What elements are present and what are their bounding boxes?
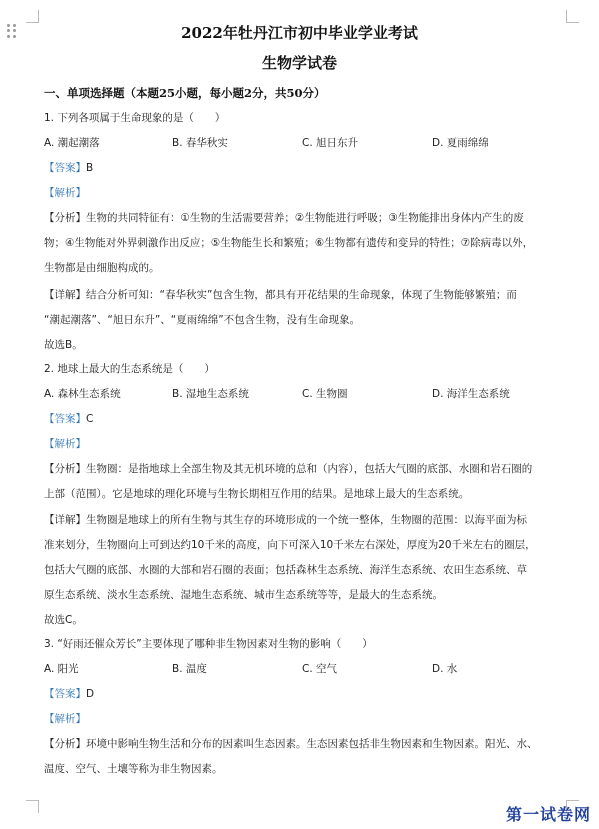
site-watermark: 第一试卷网	[505, 805, 591, 824]
detail-text: 【详解】结合分析可知：“春华秋实”包含生物，都具有开花结果的生命现象，体现了生物能够繁殖；而	[44, 289, 517, 301]
answer-line	[44, 687, 569, 701]
analysis-label: 【解析】	[44, 713, 86, 725]
answer-value: D	[86, 688, 95, 700]
analysis-text: 温度、空气、土壤等称为非生物因素。	[44, 763, 223, 775]
answer-value: B	[86, 162, 94, 174]
option-b: B. 温度	[172, 663, 207, 675]
analysis-text: 【分析】环境中影响生物生活和分布的因素叫生态因素。生态因素包括非生物因素和生物因素。阳光、水、	[44, 738, 538, 750]
option-c: C. 生物圈	[302, 388, 348, 400]
detail-text: 准来划分，生物圈向上可到达约10千米的高度，向下可深入10千米左右深处，厚度为20千米左右的圈层，	[44, 539, 536, 551]
corner-mark-bottom-left	[26, 800, 39, 813]
answer-label: 【答案】	[44, 688, 86, 700]
option-b: B. 湿地生态系统	[172, 388, 249, 400]
analysis-label: 【解析】	[44, 187, 86, 199]
question-stem: 1. 下列各项属于生命现象的是（ ）	[44, 112, 226, 124]
conclusion-text: 故选C。	[44, 614, 83, 626]
detail-text: 【详解】生物圈是地球上的所有生物与其生存的环境形成的一个统一整体，生物圈的范围：以海平面为标	[44, 514, 527, 526]
detail-text: “潮起潮落”、“旭日东升”、“夏雨绵绵”不包含生物，没有生命现象。	[44, 314, 361, 326]
option-b: B. 春华秋实	[172, 137, 228, 149]
option-a: A. 森林生态系统	[44, 388, 121, 400]
option-a: A. 潮起潮落	[44, 137, 100, 149]
question-stem: 2. 地球上最大的生态系统是（ ）	[44, 363, 215, 375]
option-d: D. 水	[432, 663, 458, 675]
page-subtitle: 生物学试卷	[261, 54, 337, 72]
analysis-text: 【分析】生物圈：是指地球上全部生物及其无机环境的总和（内容），包括大气圈的底部、水圈和岩石圈的	[44, 463, 533, 475]
detail-text: 包括大气圈的底部、水圈的大部和岩石圈的表面；包括森林生态系统、海洋生态系统、农田生态系统、草	[44, 564, 527, 576]
conclusion-text: 故选B。	[44, 339, 83, 351]
question-stem: 3. “好雨还催众芳长”主要体现了哪种非生物因素对生物的影响（ ）	[44, 638, 373, 650]
answer-label: 【答案】	[44, 162, 86, 174]
answer-line	[44, 412, 569, 426]
page-title: 2022年牡丹江市初中毕业学业考试	[181, 24, 418, 42]
section-heading: 一、单项选择题（本题25小题，每小题2分，共50分）	[44, 86, 326, 100]
answer-label: 【答案】	[44, 413, 86, 425]
detail-text: 原生态系统、淡水生态系统、湿地生态系统、城市生态系统等等，是最大的生态系统。	[44, 589, 443, 601]
option-d: D. 夏雨绵绵	[432, 137, 489, 149]
analysis-text: 上部（范围）。它是地球的理化环境与生物长期相互作用的结果。是地球上最大的生态系统。	[44, 488, 470, 500]
option-d: D. 海洋生态系统	[432, 388, 510, 400]
analysis-text: 生物都是由细胞构成的。	[44, 262, 160, 274]
answer-line	[44, 161, 569, 175]
analysis-label: 【解析】	[44, 438, 86, 450]
answer-value: C	[86, 413, 94, 425]
option-a: A. 阳光	[44, 663, 79, 675]
option-c: C. 空气	[302, 663, 338, 675]
analysis-text: 物；④生物能对外界刺激作出反应；⑤生物能生长和繁殖；⑥生物都有遗传和变异的特性；⑦除病毒以外，	[44, 237, 534, 249]
option-c: C. 旭日东升	[302, 137, 359, 149]
analysis-text: 【分析】生物的共同特征有：①生物的生活需要营养；②生物能进行呼吸；③生物能排出身体内产生的废	[44, 212, 524, 224]
